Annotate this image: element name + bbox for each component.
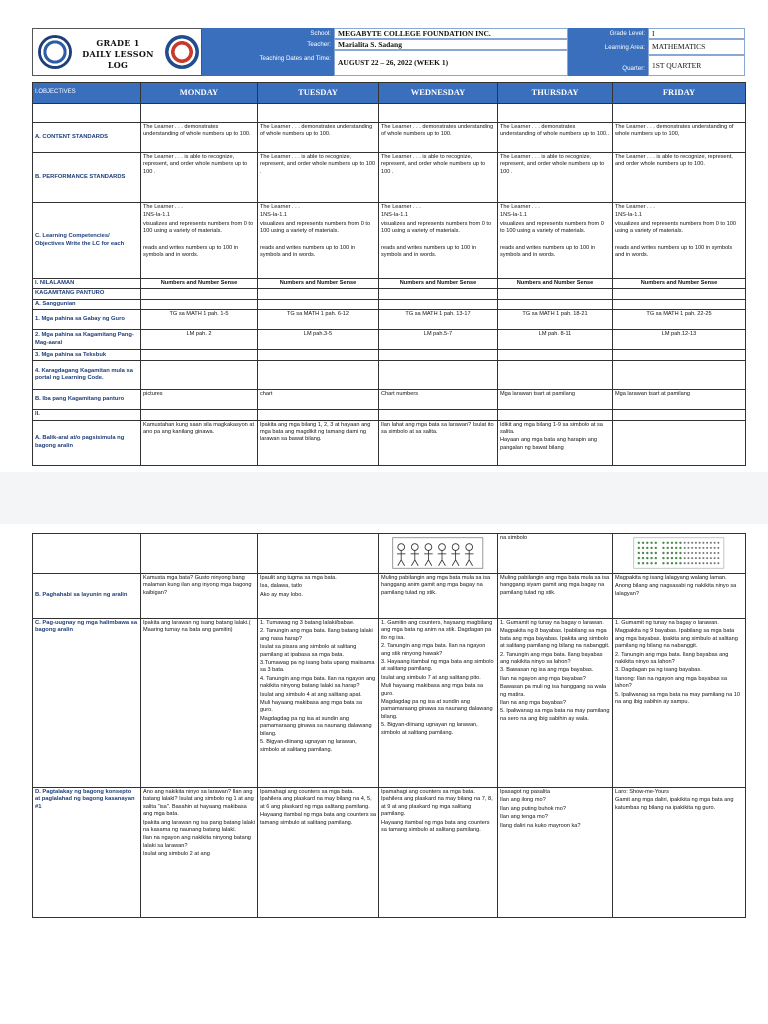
table-cell — [379, 534, 498, 574]
cell-paragraph: The Learner . . . — [260, 204, 300, 210]
table-cell: The Learner . . . demonstrates understanding of whole numbers up to 100.. — [498, 123, 613, 153]
table-cell: TG sa MATH 1 pah. 18-21 — [498, 310, 613, 330]
table-cell: TG sa MATH 1 pah. 1-5 — [141, 310, 258, 330]
table-cell — [141, 361, 258, 390]
lesson-table-page-1 — [32, 82, 746, 466]
table-cell: LM pah.3-5 — [258, 330, 379, 350]
cell-paragraph: 1. Gamitin ang counters, hayaang magbilang ang mga bata ng anim na stik. Dagdagan pa ito ng isa. — [381, 620, 493, 641]
cell-paragraph: Hayaang itambal ng mga bata ang counters sa tamang simbulo at salitang pamilang. — [381, 819, 490, 834]
cell-paragraph: 2. Tanungin ang mga bata. Ilang batang lalaki ang nasa harap? — [260, 628, 373, 642]
cell-paragraph: 1NS-Ia-1.1 — [381, 212, 409, 219]
cell-paragraph: reads and writes numbers up to 100 in symbols and in words. — [615, 245, 733, 259]
cell-paragraph: visualizes and represents numbers from 0 to 100 using a variety of materials. — [143, 220, 254, 235]
cell-paragraph: 4. Tanungin ang mga bata. Ilan na ngayon ang nakikita ninyong batang lalaki sa harap? — [260, 675, 376, 690]
cell-paragraph — [143, 237, 255, 244]
table-row — [33, 390, 746, 410]
row-label: A. Sanggunian — [33, 299, 141, 309]
cell-paragraph: visualizes and represents numbers from 0 to 100 using a variety of materials. — [260, 220, 371, 235]
cell-paragraph: visualizes and represents numbers from 0 to 100 using a variety of materials. — [500, 220, 604, 235]
cell-paragraph: reads and writes numbers up to 100 in symbols and in words. — [500, 245, 596, 259]
table-cell — [498, 619, 613, 788]
table-cell: Numbers and Number Sense — [379, 279, 498, 289]
table-cell — [613, 534, 746, 574]
cell-paragraph: 5. Ipaliwanag sa mga bata na may pamilang na sero na ang ibig sabihin ay wala. — [500, 708, 610, 722]
table-row — [33, 410, 746, 420]
cell-paragraph: 2. Tanungin ang mga bata. Ilang bayabas ang nakikita ninyo sa lahon? — [500, 651, 603, 666]
title-line-2: DAILY LESSON LOG — [82, 49, 154, 70]
cell-paragraph: Isulat ang simbulo 7 at ang salitang pito. — [381, 674, 481, 681]
school-seal-icon — [38, 35, 72, 69]
row-label: D. Pagtalakay ng bagong konsepto at paglalahad ng bagong kasanayan #1 — [33, 788, 141, 918]
cell-paragraph: reads and writes numbers up to 100 in symbols and in words. — [260, 245, 356, 259]
cell-paragraph: 1. Tumawag ng 3 batang lalaki/babae. — [260, 620, 355, 626]
table-cell — [613, 289, 746, 299]
table-cell — [141, 299, 258, 309]
cell-paragraph: 3.Tumawag pa ng isang bata upang maiisama sa 3 bata. — [260, 660, 375, 674]
table-cell — [498, 410, 613, 420]
table-cell — [258, 203, 379, 279]
table-cell: The Learner . . . demonstrates understanding of whole numbers up to 100. — [141, 123, 258, 153]
cell-paragraph: Magpakita ng isang lalagyang walang laman. — [615, 575, 727, 581]
cell-paragraph: 3. Bawasan ng isa ang mga bayabas. — [500, 667, 594, 674]
row-label: 4. Karagdagang Kagamitan mula sa portal ng Learning Code. — [33, 361, 141, 390]
title-line-1: GRADE 1 — [96, 38, 140, 48]
cell-paragraph: Ilan ang ilong mo? — [500, 797, 546, 804]
table-row — [33, 420, 746, 465]
table-row — [33, 310, 746, 330]
table-cell — [498, 788, 613, 918]
cell-paragraph: Ilan ang tenga mo? — [500, 814, 548, 821]
cell-paragraph: Magdagdag pa ng isa at sundin ang pamamaraang ginawa sa naunang dalawang bilang. — [381, 699, 493, 720]
table-cell — [613, 104, 746, 123]
row-label: A. CONTENT STANDARDS — [33, 123, 141, 153]
table-cell — [498, 104, 613, 123]
cell-paragraph: Bawasan pa muli ng isa hanggang sa wala ng matira. — [500, 684, 607, 698]
cell-paragraph: 1NS-Ia-1.1 — [500, 212, 528, 219]
table-cell — [258, 574, 379, 619]
cell-paragraph: visualizes and represents numbers from 0 to 100 using a variety of materials. — [381, 220, 492, 235]
table-cell: Kamusta mga bata? Gusto ninyong bang malaman kung ilan ang inyong mga bagong kaibigan? — [141, 574, 258, 619]
table-cell: TG sa MATH 1 pah. 6-12 — [258, 310, 379, 330]
table-row — [33, 574, 746, 619]
area-label: Learning Area: — [568, 39, 648, 55]
table-cell — [258, 534, 379, 574]
cell-paragraph: 1NS-Ia-1.1 — [143, 212, 171, 219]
table-cell: Numbers and Number Sense — [141, 279, 258, 289]
school-value: MEGABYTE COLLEGE FOUNDATION INC. — [334, 28, 568, 39]
table-cell — [379, 203, 498, 279]
log-title — [73, 38, 163, 71]
cell-paragraph: Idikit ang mga bilang 1-9 sa simbolo at sa salita. — [500, 421, 603, 436]
table-cell — [498, 350, 613, 361]
table-cell: The Learner . . . demonstrates understanding of whole numbers up to 100. — [258, 123, 379, 153]
table-cell — [498, 420, 613, 465]
cell-paragraph: Muli hayaang makibasa ang mga bata sa guro. — [260, 700, 362, 714]
table-cell — [141, 104, 258, 123]
table-cell — [379, 410, 498, 420]
objectives-label: I.OBJECTIVES — [33, 83, 141, 104]
row-label: KAGAMITANG PANTURO — [33, 289, 141, 299]
cell-paragraph — [381, 237, 495, 244]
table-cell: LM pah.12-13 — [613, 330, 746, 350]
table-cell — [258, 361, 379, 390]
table-cell — [613, 203, 746, 279]
cell-paragraph: Ilan na ang mga bayabas? — [500, 700, 566, 707]
table-cell: LM pah. 8-11 — [498, 330, 613, 350]
table-cell: Numbers and Number Sense — [498, 279, 613, 289]
day-wednesday: WEDNESDAY — [379, 83, 498, 104]
table-row — [33, 619, 746, 788]
table-cell — [613, 361, 746, 390]
table-row — [33, 123, 746, 153]
table-cell — [141, 350, 258, 361]
table-cell: Mga larawan tsart at pamilang — [613, 390, 746, 410]
cell-paragraph: Ano ang nakikita ninyo sa larawan? Ilan ang batang lalaki? Isulat ang simbolo ng 1 at ang salita "isa". Basahin at hayaang makibasa ang mga bata. — [143, 789, 254, 818]
table-row — [33, 203, 746, 279]
day-tuesday: TUESDAY — [258, 83, 379, 104]
table-cell: Ilan lahat ang mga bata sa larawan? Isulat ito sa simbolo at sa salita. — [379, 420, 498, 465]
cell-paragraph — [615, 237, 743, 244]
teacher-value: Marialita S. Sadang — [334, 39, 568, 50]
table-cell: Mga larawan tsart at pamilang — [498, 390, 613, 410]
cell-paragraph: Isa, dalawa, tatlo — [260, 583, 302, 590]
cell-paragraph: Isulat sa pisara ang simbolo at salitang pamilang at ipabasa sa mga bata. — [260, 644, 357, 658]
cell-paragraph: The Learner . . . — [500, 204, 540, 210]
row-label — [33, 534, 141, 574]
dates-label: Teaching Dates and Time: — [202, 50, 334, 76]
table-row — [33, 299, 746, 309]
table-cell: The Learner . . . is able to recognize, represent, and order whole numbers up to 100 . — [258, 153, 379, 203]
cell-paragraph: 1. Gumamit ng tunay na bagay o larawan. — [615, 620, 719, 626]
row-label: C. Pag-uugnay ng mga halimbawa sa bagong aralin — [33, 619, 141, 788]
table-cell: LM pah.5-7 — [379, 330, 498, 350]
table-row — [33, 350, 746, 361]
cell-paragraph: 1NS-Ia-1.1 — [615, 212, 643, 219]
header — [32, 28, 745, 76]
table-cell: The Learner . . . demonstrates understanding of whole numbers up to 100, — [613, 123, 746, 153]
table-row — [33, 788, 746, 918]
deped-seal-icon — [165, 35, 199, 69]
cell-paragraph: 3. Hayaang itambal ng mga bata ang simbolo at salitang pamilang. — [381, 659, 494, 673]
table-cell: Numbers and Number Sense — [613, 279, 746, 289]
table-row — [33, 104, 746, 123]
cell-paragraph: Magpakita ng 9 bayabas. Ipabilang sa mga bata ang mga bayabas. Ipakita ang simbulo at salitang pamilang ng bilang na nabanggit. — [615, 628, 738, 650]
cell-paragraph: Ilan na ngayon ang mga bayabas? — [500, 675, 586, 682]
table-row — [33, 279, 746, 289]
cell-paragraph: Laro: Show-me-Yours — [615, 789, 669, 795]
cell-paragraph: reads and writes numbers up to 100 in symbols and in words. — [143, 245, 239, 259]
table-cell — [141, 534, 258, 574]
row-label: C. Learning Competencies/ Objectives Write the LC for each — [33, 203, 141, 279]
day-monday: MONDAY — [141, 83, 258, 104]
dates-value: AUGUST 22 – 26, 2022 (WEEK 1) — [334, 50, 568, 76]
row-label: 3. Mga pahina sa Teksbuk — [33, 350, 141, 361]
table-cell: LM pah. 2 — [141, 330, 258, 350]
table-cell — [379, 361, 498, 390]
table-cell — [613, 350, 746, 361]
table-cell — [379, 788, 498, 918]
table-cell — [379, 289, 498, 299]
table-cell — [258, 104, 379, 123]
table-cell: Kamustahan kung saan sila magkakasyon at ano pa ang kanilang ginawa. — [141, 420, 258, 465]
table-cell: Ipakita ang mga bilang 1, 2, 3 at hayaan ang mga bata ang magdikit ng tamang dami ng larawan sa bawat bilang. — [258, 420, 379, 465]
row-label: B. PERFORMANCE STANDARDS — [33, 153, 141, 203]
cell-paragraph: Gamit ang mga daliri, ipakikita ng mga bata ang katumbas ng bilang na ipakikita ng guro. — [615, 797, 734, 811]
row-label: 2. Mga pahina sa Kagamitang Pang-Mag-aaral — [33, 330, 141, 350]
cell-paragraph: Magdagdag pa ng isa at sundin ang pamamaraang ginawa sa naunang dalawang bilang. — [260, 715, 372, 737]
cell-paragraph: Ipaulit ang tugma sa mga bata. — [260, 575, 337, 581]
cell-paragraph: Anong bilang ang nagsasabi ng nakikita ninyo sa lalagyan? — [615, 583, 737, 597]
cell-paragraph: Ipakita ang larawan ng isa pang batang lalaki na kasama ng naunang batang lalaki. — [143, 819, 255, 834]
table-cell — [498, 203, 613, 279]
table-cell: Muling pabilangin ang mga bata mula sa isa hanggang siyam gamit ang mga bagay na pamilang tulad ng stik. — [498, 574, 613, 619]
cell-paragraph: visualizes and represents numbers from 0 to 100 using a variety of materials. — [615, 220, 736, 235]
table-cell: Chart numbers — [379, 390, 498, 410]
counting-chart-icon — [632, 536, 726, 570]
cell-paragraph — [260, 237, 376, 244]
row-label: A. Balik-aral at/o pagsisimula ng bagong aralin — [33, 420, 141, 465]
table-cell — [258, 619, 379, 788]
table-cell: The Learner . . . demonstrates understanding of whole numbers up to 100. — [379, 123, 498, 153]
cell-paragraph: Isulat ang simbulo 2 at ang — [143, 851, 210, 858]
table-cell — [613, 788, 746, 918]
row-label: 1. Mga pahina sa Gabay ng Guro — [33, 310, 141, 330]
table-cell — [379, 104, 498, 123]
table-cell: Numbers and Number Sense — [258, 279, 379, 289]
table-cell: pictures — [141, 390, 258, 410]
children-drawing-icon — [391, 536, 485, 570]
table-cell — [379, 299, 498, 309]
cell-paragraph: 2. Tanungin ang mga bata. Ilan na ngayon ang stik ninyong hawak? — [381, 643, 486, 657]
table-cell: Muling pabilangin ang mga bata mula sa isa hanggang anim gamit ang mga bagay na pamilang tulad ng stik. — [379, 574, 498, 619]
cell-paragraph: 1. Gumamit ng tunay na bagay o larawan. — [500, 620, 604, 626]
teacher-label: Teacher: — [202, 39, 334, 50]
cell-paragraph: 5. Ipaliwanag sa mga bata na may pamilang na 10 na ang ibig sabihin ay sampu. — [615, 691, 741, 706]
table-cell: The Learner . . . is able to recognize, represent, and order whole numbers up to 100 . — [379, 153, 498, 203]
table-cell — [613, 574, 746, 619]
cell-paragraph: Ilan ang puting buhok mo? — [500, 805, 566, 812]
cell-paragraph: 5. Bigyan-diinang ugnayan ng larawan, simbolo at salitang pamilang. — [381, 722, 478, 736]
table-cell — [379, 619, 498, 788]
table-cell: TG sa MATH 1 pah. 13-17 — [379, 310, 498, 330]
table-cell — [498, 289, 613, 299]
cell-paragraph: Ipamahagi ang counters sa mga bata. Ipahilera ang plaskard na may bilang na 7, 8, at 9 at ang plaskard ng mga salitang pamilang. — [381, 789, 493, 818]
cell-paragraph: Ipamahagi ang counters sa mga bata. Ipahilera ang plaskard na may bilang na 4, 5, at 6 ang plaskard ng mga salitang pamilang. — [260, 789, 372, 810]
table-cell — [141, 289, 258, 299]
table-cell — [258, 410, 379, 420]
table-cell — [258, 289, 379, 299]
table-cell — [141, 410, 258, 420]
lesson-table-page-2 — [32, 533, 746, 918]
table-cell: Ipakita ang larawan ng isang batang lalaki.( Maaring tumay na bata ang gamitin) — [141, 619, 258, 788]
cell-paragraph: 3. Dagdagan pa ng isang bayabas. — [615, 667, 702, 674]
cell-paragraph: 1NS-Ia-1.1 — [260, 212, 288, 219]
table-cell — [141, 788, 258, 918]
table-cell: chart — [258, 390, 379, 410]
cell-paragraph: Hayaan ang mga bata ang harapin ang pangalan ng bawat bilang — [500, 437, 598, 451]
table-cell — [258, 788, 379, 918]
cell-paragraph: Ilang daliri na kuko mayroon ka? — [500, 822, 581, 829]
row-label: B. Paghahabi sa layunin ng aralin — [33, 574, 141, 619]
table-cell — [613, 299, 746, 309]
table-row — [33, 330, 746, 350]
cell-paragraph: reads and writes numbers up to 100 in symbols and in words. — [381, 245, 477, 259]
table-cell — [613, 420, 746, 465]
school-label: School: — [202, 28, 334, 39]
table-cell — [379, 350, 498, 361]
quarter-label: Quarter: — [568, 55, 648, 76]
day-thursday: THURSDAY — [498, 83, 613, 104]
area-value: MATHEMATICS — [648, 39, 745, 55]
cell-paragraph: Ipasagot ng pasalita — [500, 789, 551, 795]
cell-paragraph: Ilan na ngayon ang nakikita ninyong batang lalaki sa larawan? — [143, 835, 251, 849]
table-cell: The Learner . . . is able to recognize, represent, and order whole numbers up to 100. — [613, 153, 746, 203]
cell-paragraph: Ako ay may lobo. — [260, 591, 303, 598]
table-cell — [258, 299, 379, 309]
cell-paragraph: 5. Bigyan-diinang ugnayan ng larawan, simbolo at salitang pamilang. — [260, 739, 357, 753]
page-1 — [0, 0, 768, 472]
logo-box — [32, 28, 202, 76]
days-header-row — [33, 83, 746, 104]
cell-paragraph: The Learner . . . — [381, 204, 421, 210]
row-label: II. — [33, 410, 141, 420]
table-cell — [498, 299, 613, 309]
header-grid — [202, 28, 745, 76]
table-cell — [258, 350, 379, 361]
grade-value: I — [648, 28, 745, 39]
cell-paragraph: The Learner . . . — [143, 204, 183, 210]
cell-paragraph: Isulat ang simbulo 4 at ang salitang apat. — [260, 691, 362, 698]
cell-paragraph: Itanong: Ilan na ngayon ang mga bayabas sa lahon? — [615, 675, 727, 690]
cell-paragraph: Magpakita ng 8 bayabas. Ipabilang sa mga bata ang mga bayabas. Ipakita ang simbolo at salitang pamilang ng bilang na nabanggit. — [500, 628, 610, 650]
table-cell — [613, 410, 746, 420]
row-label: B. Iba pang Kagamitang panturo — [33, 390, 141, 410]
row-label — [33, 104, 141, 123]
cell-paragraph: Hayaang itambal ng mga bata ang counters sa tamang simbulo at salitang pamilang. — [260, 812, 376, 826]
cell-paragraph: 2. Tanungin ang mga bata. Ilang bayabas ang nakikita ninyo sa lahon? — [615, 651, 729, 666]
table-cell: The Learner . . . is able to recognize, represent, and order whole numbers up to 100 . — [141, 153, 258, 203]
table-cell — [141, 203, 258, 279]
table-cell: na simbolo — [498, 534, 613, 574]
table-cell: TG sa MATH 1 pah. 22-25 — [613, 310, 746, 330]
cell-paragraph: Muli hayaang makibasa ang mga bata sa guro. — [381, 683, 483, 697]
cell-paragraph: The Learner . . . — [615, 204, 655, 210]
table-cell: The Learner . . . is able to recognize, represent, and order whole numbers up to 100 . — [498, 153, 613, 203]
grade-label: Grade Level: — [568, 28, 648, 39]
table-row — [33, 153, 746, 203]
table-row — [33, 361, 746, 390]
table-cell — [498, 361, 613, 390]
cell-paragraph — [500, 237, 610, 244]
table-cell — [613, 619, 746, 788]
day-friday: FRIDAY — [613, 83, 746, 104]
quarter-value: 1ST QUARTER — [648, 55, 745, 76]
table-row — [33, 289, 746, 299]
table-row — [33, 534, 746, 574]
row-label: I. NILALAMAN — [33, 279, 141, 289]
